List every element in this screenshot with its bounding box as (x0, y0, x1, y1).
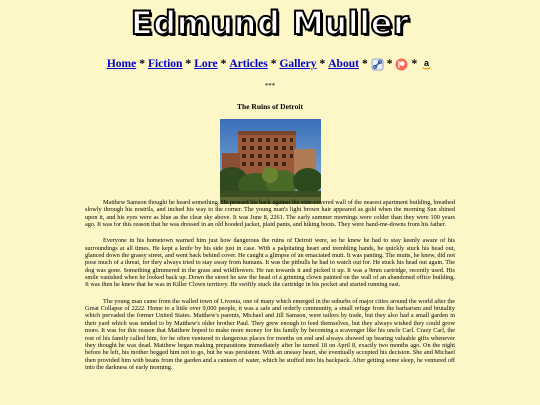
nav-home-link[interactable]: Home (106, 58, 137, 70)
nav-fiction-link[interactable]: Fiction (147, 58, 183, 70)
svg-text:a: a (424, 57, 430, 68)
nav-lore-link[interactable]: Lore (194, 58, 218, 70)
article-paragraph: Everyone in his hometown warned him just how dangerous the ruins of Detroit were, so he knew he had to stay keenly aware of his surroundings at all times. He kept a knife by his side just in case. With a palpitating heart and trembling hands, he quickly stuck his head out, glanced down the grassy street, and went back behind cover. He caught a glimpse of an emaciated mutt. It was panting. The mutts, he knew, did not pose much of a threat, for they always tried to stay away from humans. It was the pitbulls he had to watch out for. He stuck his head out again. The dog was gone. Something glimmered in the grass and wildflowers. He ran towards it and picked it up. It was a 9mm cartridge, recently used. His smile vanished when he looked back up. Down the street he saw the head of a grinning clown painted on the wall of an abandoned office building. It was then he knew that he was in Killer Clown territory. He swiftly stuck the cartridge in his pocket and started running east. (85, 237, 455, 289)
article-image-container (0, 119, 540, 204)
article-paragraph: Matthew Samson thought he heard something. He pressed his back against the vine-covered wall of the nearest apartment building, breathed slowly through his nostrils, and inched his way to the corner. The young man's light brown hair appeared as gold when the morning Sun shined upon it, and his eyes were as blue as the clear sky above. It was June 8, 2261. The early summer mornings were colder than they were 100 years ago. It was for this reason that he was dressed in an old hooded jacket, plaid pants, and hiking boots. They were hand-me-downs from his father. (85, 199, 455, 229)
patreon-icon[interactable] (395, 58, 408, 71)
nav-separator: * (361, 58, 368, 70)
nav-separator: * (319, 58, 326, 70)
article-paragraph: The young man came from the walled town of Livonia, one of many which emerged in the suburbs of major cities around the world after the Great Collapse of 2222. Home to a little over 9,000 people, it was a safe and orderly community, a small refuge from the barbarism and brutality which pervaded the former United States. Matthew's parents, Michael and Jill Samson, were tailors by trade, but they also had a small garden in their yard which was tended to by Matthew's older brother Paul. They grew enough to feed themselves, but they always wished they could grow more. It was for this reason that Matthew hoped to make more money for his family by becoming a scavenger like his uncle Carl. Crazy Carl, the rest of his family called him, for he often ventured to dangerous places for months on end and always showed up bearing valuable gifts whenever they thought he was dead. Matthew began making preparations immediately after he turned 18 on April 8, exactly two months ago. On the night before he left, his mother begged him not to go, but he was persistent. With an uneasy heart, she eventually accepted his decision. She and Michael then provided him with beans from the garden and a canteen of water, which he stuffed into his backpack. After getting some sleep, he ventured off into the darkness of early morning. (85, 297, 455, 371)
amazon-icon[interactable] (420, 58, 433, 71)
nav-gallery-link[interactable]: Gallery (279, 58, 317, 70)
ruined-building-photo (220, 119, 321, 204)
nav-separator: * (270, 58, 277, 70)
nav-separator: * (411, 58, 418, 70)
main-nav (0, 56, 540, 72)
section-divider: *** (264, 82, 276, 90)
nav-articles-link[interactable]: Articles (229, 58, 268, 70)
nav-separator: * (220, 58, 227, 70)
nav-separator: * (185, 58, 192, 70)
nav-separator: * (139, 58, 145, 70)
article-title: The Ruins of Detroit (237, 102, 303, 111)
link-icon[interactable] (371, 58, 384, 71)
article-body (85, 199, 455, 380)
site-title: Edmund Muller (130, 4, 410, 42)
nav-separator: * (386, 58, 393, 70)
nav-about-link[interactable]: About (328, 58, 359, 70)
